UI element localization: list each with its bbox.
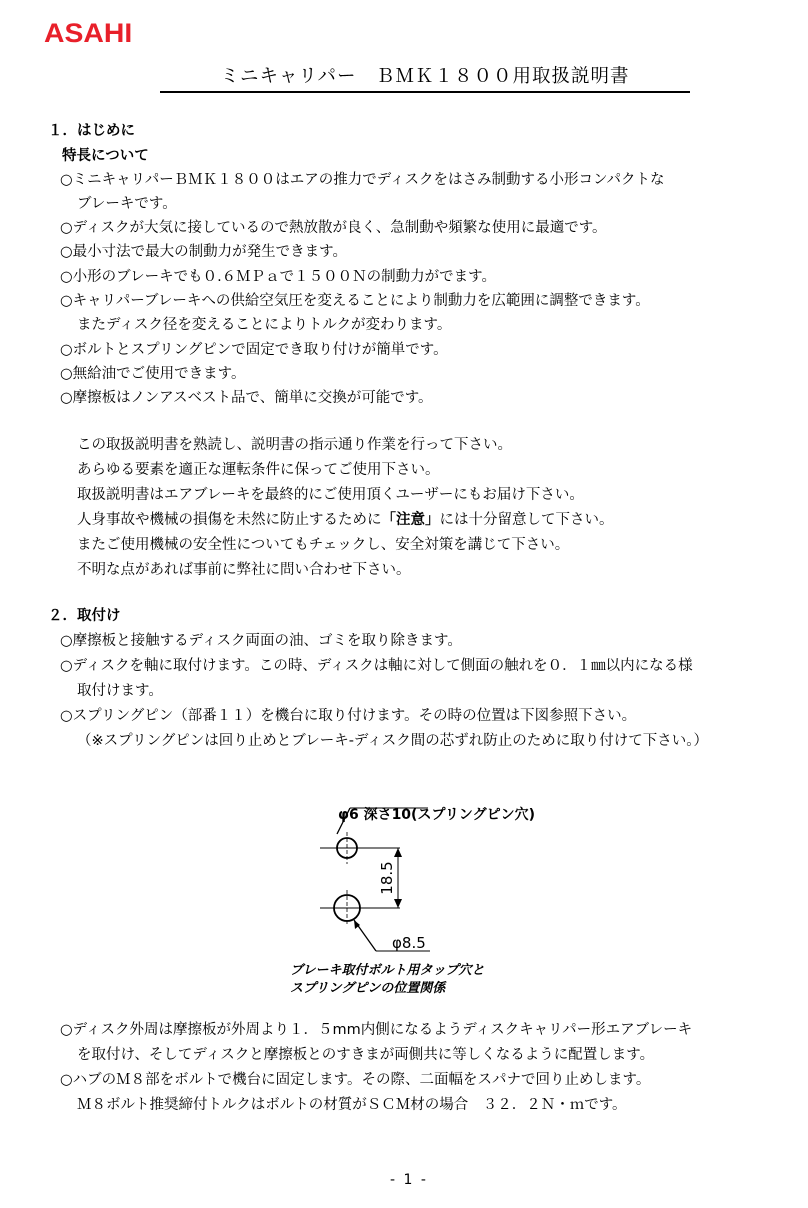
dimension-value: 18.5 — [378, 861, 396, 895]
note-line: この取扱説明書を熟読し、説明書の指示通り作業を行って下さい。 — [77, 437, 512, 453]
note-line: 取扱説明書はエアブレーキを最終的にご使用頂くユーザーにもお届け下さい。 — [77, 487, 584, 503]
caution-line — [77, 511, 614, 529]
install-item: ○ディスク外周は摩擦板が外周より１．５mm内側になるようディスクキャリパー形エアブレーキ — [60, 1022, 693, 1038]
feature-item: ○キャリパーブレーキへの供給空気圧を変えることにより制動力を広範囲に調整できます。 — [60, 293, 650, 309]
install-item: を取付け、そしてディスクと摩擦板とのすきまが両側共に等しくなるように配置します。 — [77, 1047, 655, 1063]
feature-item: ○ミニキャリパーＢＭＫ１８００はエアの推力でディスクをはさみ制動する小形コンパクトな — [60, 172, 665, 188]
hole-label: φ6 深さ10(スプリングピン穴) — [338, 807, 536, 823]
install-item: 取付けます。 — [77, 683, 163, 699]
feature-item: ○最小寸法で最大の制動力が発生できます。 — [60, 244, 347, 260]
diagram-caption-line2: スプリングピンの位置関係 — [290, 981, 446, 996]
dimension-arrow-bottom — [394, 899, 402, 908]
install-item: Ｍ８ボルト推奨締付トルクはボルトの材質がＳＣＭ材の場合 ３２．２Ｎ・ｍです。 — [77, 1097, 627, 1113]
bolt-label: φ8.5 — [392, 934, 426, 952]
feature-item: またディスク径を変えることによりトルクが変わります。 — [77, 317, 452, 333]
feature-item: ○ディスクが大気に接しているので熱放散が良く、急制動や頻繁な使用に最適です。 — [60, 220, 607, 236]
install-item: ○ハブのＭ８部をボルトで機台に固定します。その際、二面幅をスパナで回り止めします。 — [60, 1072, 651, 1088]
install-item: （※スプリングピンは回り止めとブレーキ-ディスク間の芯ずれ防止のために取り付けて下さい。） — [77, 733, 709, 749]
caution-suffix: には十分留意して下さい。 — [439, 512, 614, 528]
brand-logo: ASAHI — [44, 18, 133, 48]
dimension-arrow-top — [394, 848, 402, 857]
note-line: 不明な点があれば事前に弊社に問い合わせ下さい。 — [77, 562, 411, 578]
feature-item: ○摩擦板はノンアスベスト品で、簡単に交換が可能です。 — [60, 390, 433, 406]
section2-heading: ２．取付け — [48, 608, 121, 624]
note-line: あらゆる要素を適正な運転条件に保ってご使用下さい。 — [77, 462, 440, 478]
document-title: ミニキャリパー ＢＭＫ１８００用取扱説明書 — [160, 62, 690, 93]
section1-subheading: 特長について — [62, 148, 149, 164]
feature-item: ○ボルトとスプリングピンで固定でき取り付けが簡単です。 — [60, 342, 448, 358]
note-line: またご使用機械の安全性についてもチェックし、安全対策を講じて下さい。 — [77, 537, 570, 553]
diagram-caption-line1: ブレーキ取付ボルト用タップ穴と — [290, 963, 485, 978]
install-item: ○摩擦板と接触するディスク両面の油、ゴミを取り除きます。 — [60, 633, 462, 649]
feature-item: ○無給油でご使用できます。 — [60, 366, 246, 382]
install-item: ○スプリングピン（部番１１）を機台に取り付けます。その時の位置は下図参照下さい。 — [60, 708, 637, 724]
section1-heading: １．はじめに — [48, 123, 135, 139]
caution-keyword: 「注意」 — [381, 512, 440, 528]
page-number: - 1 - — [390, 1172, 428, 1188]
pin-position-diagram — [280, 796, 540, 1006]
feature-item: ○小形のブレーキでも０.６ＭＰａで１５００Ｎの制動力がでます。 — [60, 269, 497, 285]
feature-item: ブレーキです。 — [77, 196, 177, 212]
install-item: ○ディスクを軸に取付けます。この時、ディスクは軸に対して側面の触れを０．１㎜以内になる様 — [60, 658, 693, 674]
caution-prefix: 人身事故や機械の損傷を未然に防止するために — [77, 512, 382, 528]
